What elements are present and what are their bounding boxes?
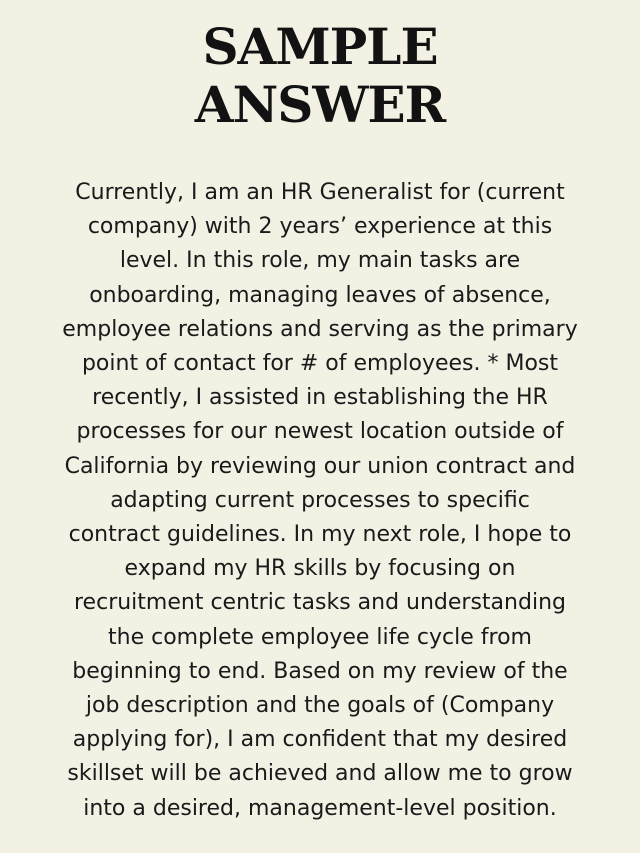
paragraph-line: applying for), I am confident that my desired — [72, 727, 568, 753]
paragraph-line: processes for our newest location outside of — [76, 419, 564, 445]
paragraph-line: adapting current processes to specific — [110, 487, 530, 513]
paragraph-line: the complete employee life cycle from — [108, 624, 532, 650]
paragraph-line: beginning to end. Based on my review of the — [72, 658, 568, 684]
paragraph-line: company) with 2 years’ experience at this — [87, 214, 553, 240]
paragraph-line: contract guidelines. In my next role, I hope to — [68, 522, 572, 548]
page-title — [0, 18, 640, 134]
paragraph-line: point of contact for # of employees. * Most — [81, 351, 559, 377]
paragraph-line: into a desired, management-level position. — [83, 795, 557, 821]
title-line-2: ANSWER — [194, 75, 446, 134]
title-line-1: SAMPLE — [202, 17, 438, 76]
paragraph-line: expand my HR skills by focusing on — [124, 556, 516, 582]
paragraph-line: employee relations and serving as the primary — [62, 316, 578, 342]
paragraph-line: skillset will be achieved and allow me to grow — [67, 761, 573, 787]
paragraph-line: level. In this role, my main tasks are — [119, 248, 521, 274]
paragraph-line: job description and the goals of (Company — [85, 693, 555, 719]
paragraph-line: recruitment centric tasks and understanding — [74, 590, 566, 616]
sample-answer-paragraph — [28, 176, 612, 826]
paragraph-line: recently, I assisted in establishing the HR — [92, 385, 548, 411]
paragraph-line: Currently, I am an HR Generalist for (current — [75, 180, 565, 205]
paragraph-line: California by reviewing our union contract and — [64, 453, 576, 479]
paragraph-line: onboarding, managing leaves of absence, — [89, 282, 551, 308]
